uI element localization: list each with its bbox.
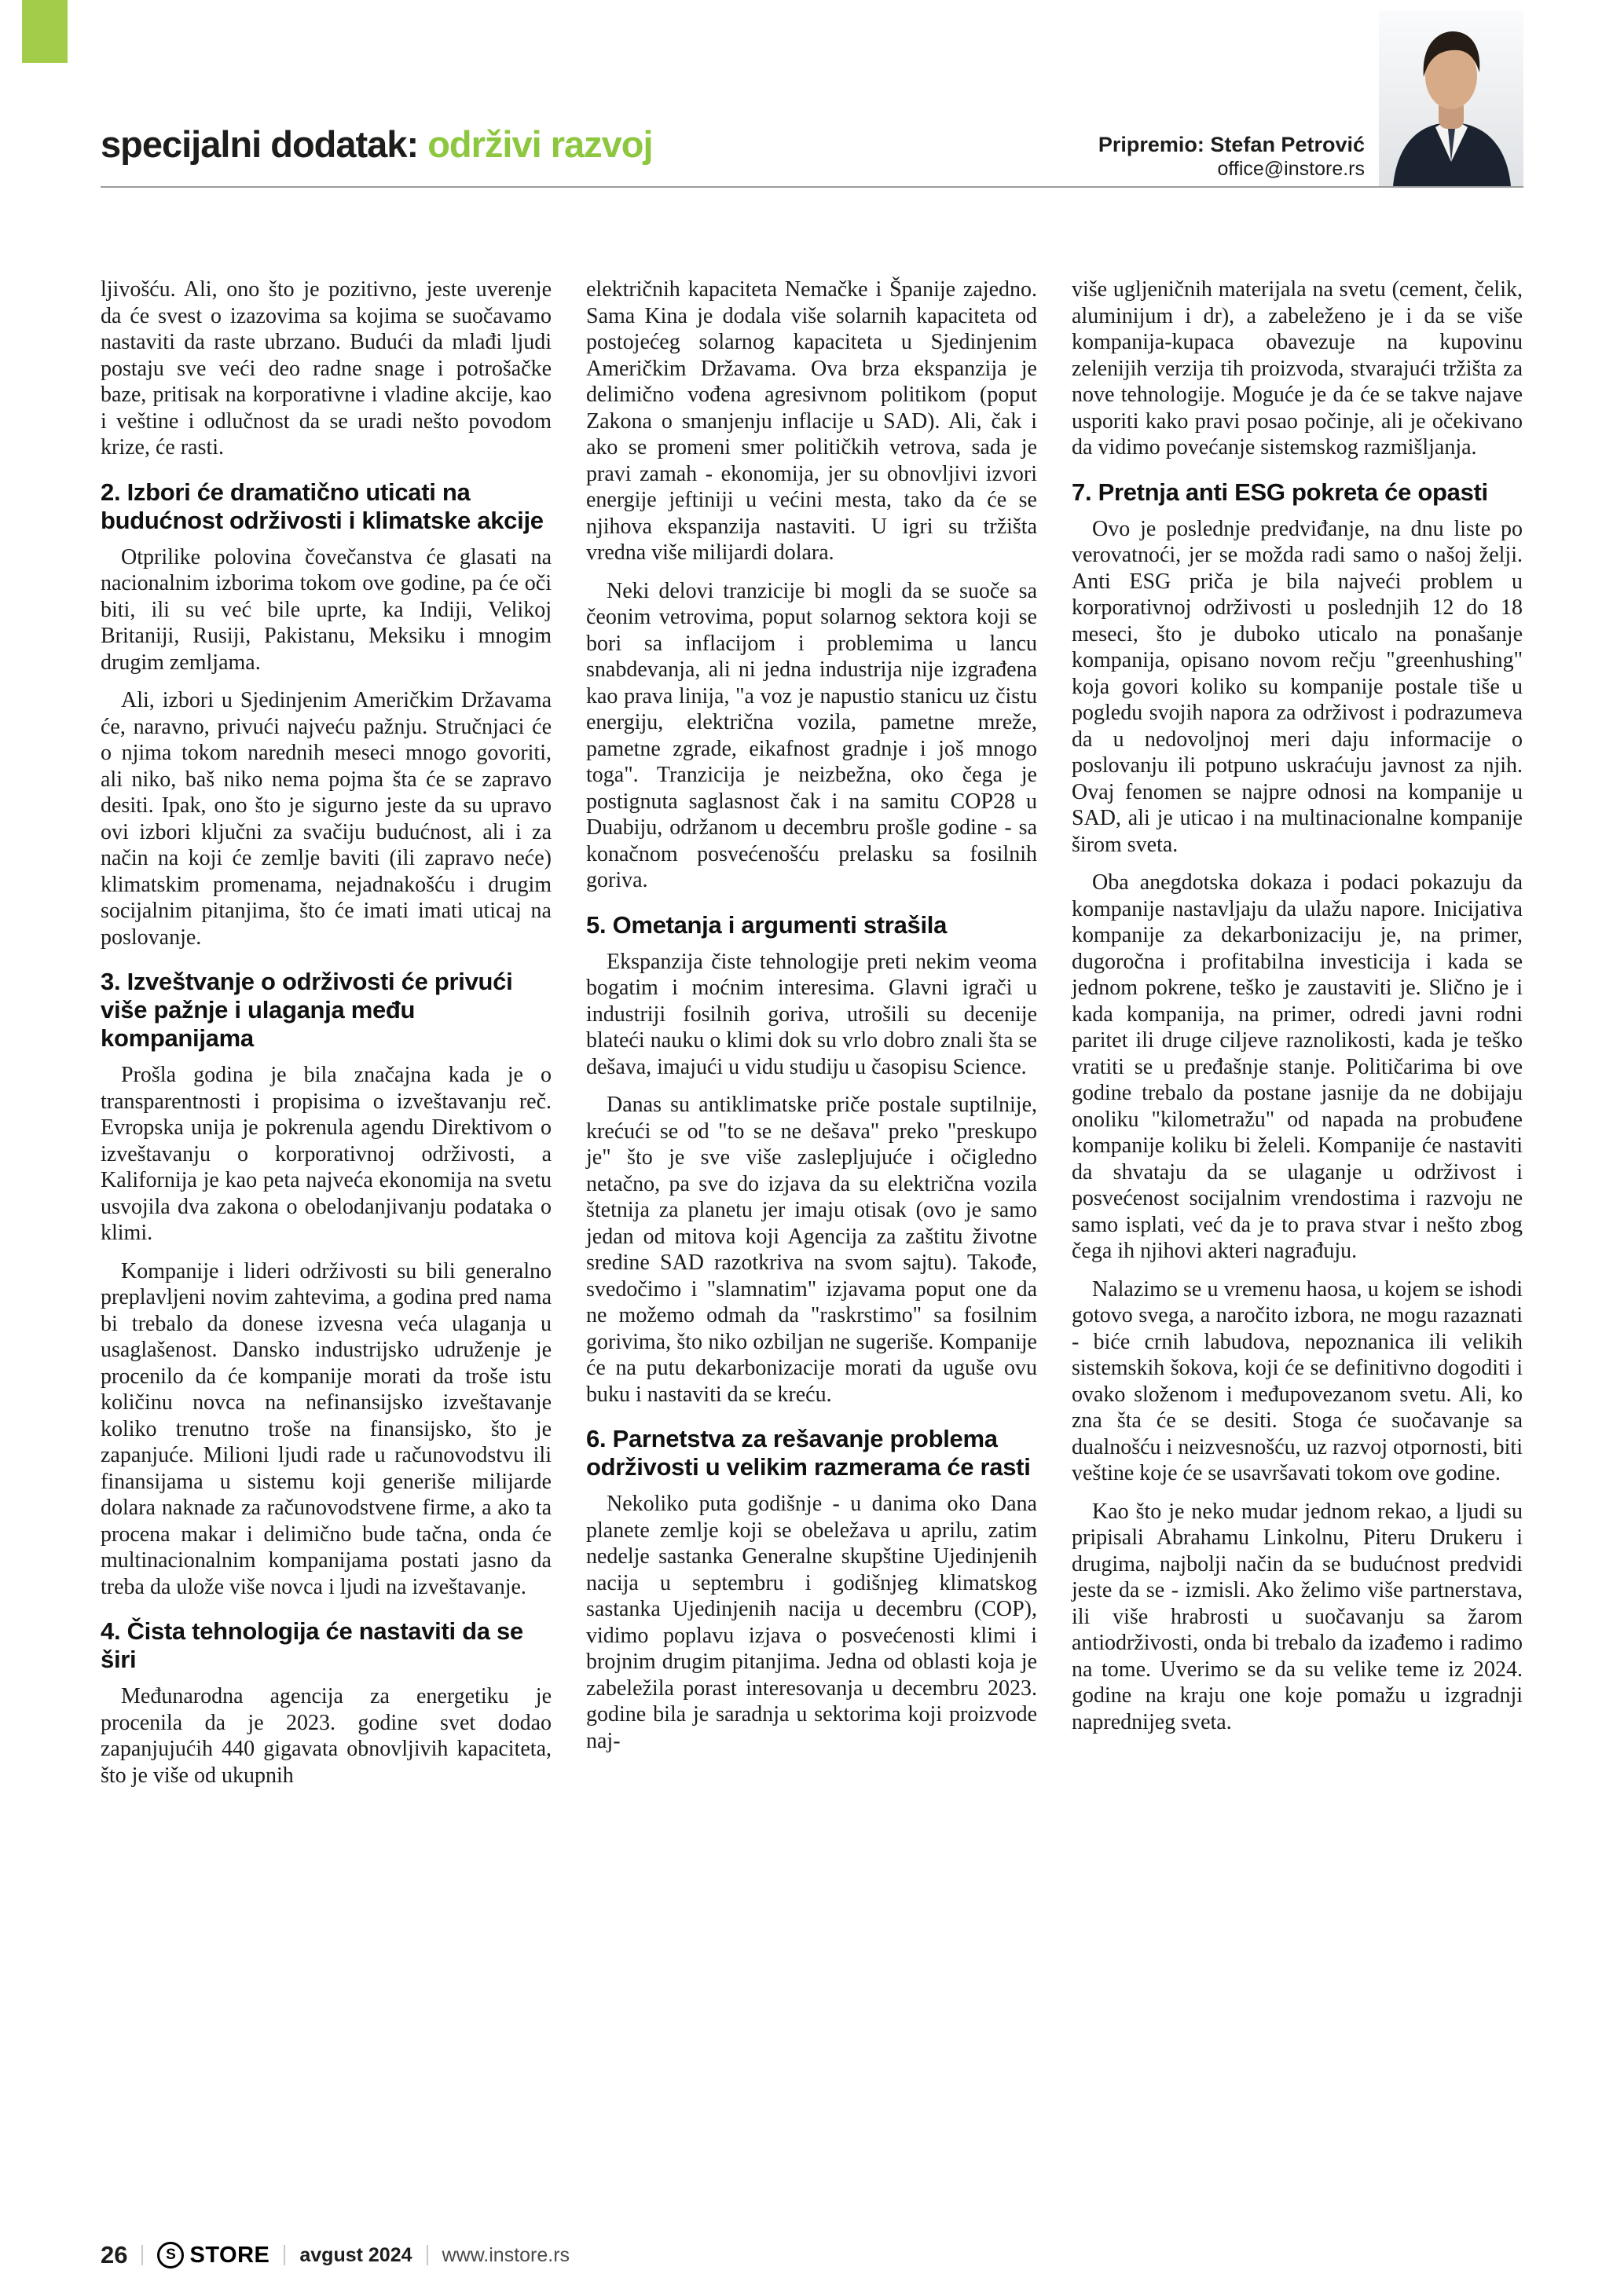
article-paragraph: Kao što je neko mudar jednom rekao, a ljudi su pripisali Abrahamu Linkolnu, Piteru Drukeru i drugima, najbolji način da se budućnost predvidi jeste da se - izmisli. Ako želimo više partnerstava, ili više hrabrosti u suočavanju sa žarom antiodrživosti, onda bi trebalo da izađemo i radimo na tome. Uverimo se da su velike teme iz 2024. godine na kraju one koje pomažu u izgradnji naprednijeg sveta.	[1072, 1499, 1523, 1734]
article-paragraph: Ovo je poslednje predviđanje, na dnu liste po verovatnoći, jer se možda radi samo o našoj želji. Anti ESG priča je bila najveći problem u korporativnoj održivosti u poslednjih 12 do 18 meseci, što je duboko uticalo na ponašanje kompanija, opisano novom rečju "greenhushing" koja govori koliko su kompanije postale tiše u pogledu svojih napora za održivost i podrazumeva da u nedovoljnoj meri daju informacije o poslovanju ili potpuno uskraćuju javnost za njih. Ovaj fenomen se najpre odnosi na kompanije u SAD, ali je uticao i na multinacionalne kompanije širom sveta.	[1072, 516, 1523, 857]
article-paragraph: električnih kapaciteta Nemačke i Španije zajedno. Sama Kina je dodala više solarnih kapaciteta od postojećeg solarnog kapaciteta u Sjedinjenim Američkim Državama. Ova brza ekspanzija je delimično vođena agresivnom politikom (poput Zakona o smanjenju inflacije u SAD). Ali, čak i ako se promeni smer političkih vetrova, sada je pravi zamah - ekonomija, jer su obnovljivi izvori energije jeftiniji u većini mesta, tako da će se njihova ekspanzija nastaviti. U igri su tržišta vredna više milijardi dolara.	[586, 277, 1037, 565]
footer-separator	[427, 2245, 428, 2265]
article-paragraph: Neki delovi tranzicije bi mogli da se suoče sa čeonim vetrovima, poput solarnog sektora koji se bori sa inflacijom i problemima u lancu snabdevanja, ali ni jedna industrija nije izgrađena kao prava linija, "a voz je napustio stanicu uz čistu energiju, električna vozila, pametne mreže, pametne zgrade, eikafnost gradnje i još mnogo toga". Tranzicija je neizbežna, oko čega je postignuta saglasnost čak i na samitu COP28 u Duabiju, održanom u decembru prošle godine - sa konačnom posvećenošću prelasku sa fosilnih goriva.	[586, 578, 1037, 892]
issue-date: avgust 2024	[299, 2243, 412, 2266]
footer-separator	[284, 2245, 285, 2265]
author-portrait-image	[1379, 11, 1523, 186]
article-paragraph: Ali, izbori u Sjedinjenim Američkim Državama će, naravno, privući najveću pažnju. Stručnjaci će o njima tokom narednih meseci mnogo govoriti, ali niko, baš niko nema pojma šta će se zapravo desiti. Ipak, ono što je sigurno jeste da su upravo ovi izbori ključni za svačiju budućnost, ali i za način na koji će zemlje baviti (ili zapravo neće) klimatskim promenama, nejadnakošću i drugim socijalnim pitanjima, što će imati imati uticaj na poslovanje.	[101, 688, 552, 950]
store-logo-icon: S	[157, 2242, 184, 2269]
author-portrait	[1379, 11, 1523, 186]
column-3	[1072, 276, 1523, 1747]
section-heading: 4. Čista tehnologija će nastaviti da se širi	[101, 1617, 523, 1673]
section-heading: 6. Parnetstva za rešavanje problema održivosti u velikim razmerama će rasti	[586, 1425, 1031, 1481]
article-paragraph: ljivošću. Ali, ono što je pozitivno, jeste uverenje da će svest o izazovima sa kojima se suočavamo nastaviti da raste ubrzano. Budući da mlađi ljudi postaju sve veći deo radne snage i potrošačke baze, pritisak na korporativne i vladine akcije, kao i veštine i odlučnost da se uradi nešto povodom krize, će rasti.	[101, 277, 552, 460]
page-title-black: specijalni dodatak:	[101, 123, 419, 165]
article-paragraph: Otprilike polovina čovečanstva će glasati na nacionalnim izborima tokom ove godine, pa će oči biti, ili su već bile uprte, ka Indiji, Velikoj Britaniji, Rusiji, Pakistanu, Meksiku i mnogim drugim zemljama.	[101, 544, 552, 675]
column-2	[586, 276, 1037, 1766]
article-paragraph: Nekoliko puta godišnje - u danima oko Dana planete zemlje koji se obeležava u aprilu, zatim nedelje sastanka Generalne skupštine Ujedinjenih nacija u septembru i godišnjeg klimatskog sastanka Ujedinjenih nacija u decembru (COP), vidimo poplavu izjava o posvećenosti klimi i brojnim drugim pitanjima. Jedna od oblasti koja je zabeležila porast interesovanja u decembru 2023. godine bila je saradnja u sektorima koji proizvode naj-	[586, 1492, 1037, 1753]
page-title-green: održivi razvoj	[427, 123, 653, 165]
article-paragraph: Danas su antiklimatske priče postale suptilnije, krećući se od "to se ne dešava" preko "preskupo je" što je sve više zaslepljujuće i očigledno netačno, pa sve do izjava da su električna vozila štetnija za planetu jer imaju otisak (ovo je samo jedan od mitova koji Agencija za zaštitu životne sredine SAD razotkriva na svom sajtu). Takođe, svedočimo i "slamnatim" izjavama poput one da ne možemo odmah da "raskrstimo" sa fosilnim gorivima, što niko ozbiljan ne sugeriše. Kompanije će na putu dekarbonizacije morati da uguše ovu buku i nastaviti da se kreću.	[586, 1093, 1037, 1407]
article-paragraph: Nalazimo se u vremenu haosa, u kojem se ishodi gotovo svega, a naročito izbora, ne mogu razaznati - biće crnih labudova, nepoznanica ili velikih sistemskih šokova, koji će se definitivno dogoditi i ovako složenom i međupovezanom svetu. Ali, ko zna šta će se desiti. Stoga će suočavanje sa dualnošću i neizvesnošću, uz razvoj otpornosti, biti veštine koje će se usavršavati tokom ove godine.	[1072, 1276, 1523, 1485]
section-heading: 2. Izbori će dramatično uticati na budućnost održivosti i klimatske akcije	[101, 478, 544, 534]
page-footer	[101, 2241, 570, 2269]
article-paragraph: Oba anegdotska dokaza i podaci pokazuju da kompanije nastavljaju da ulažu napore. Inicijativa kompanije za dekarbonizaciju je, na primer, dugoročna i profitabilna investicija i kada se jednom pokrene, teško je zaustaviti je. Slično je i kada kompanija, na primer, odredi javni rodni paritet ili druge ciljeve raznolikosti, kada je teško vratiti se u pređašnje stanje. Političarima bi ove godine trebalo da postane jasnije da ne dobijaju onoliku "kilometražu" od napada na probuđene kompanije koliku bi želeli. Kompanije će nastaviti da shvataju da se ulaganje u održivost i posvećenost socijalnim vrendostima i razvoju ne samo isplati, već da je to prava stvar i nešto zbog čega ih njihovi akteri nagrađuju.	[1072, 870, 1523, 1263]
footer-separator	[141, 2245, 143, 2265]
prepared-by: Pripremio: Stefan Petrović	[1098, 133, 1365, 156]
store-logo	[157, 2242, 269, 2269]
article-paragraph: Ekspanzija čiste tehnologije preti nekim veoma bogatim i moćnim interesima. Glavni igrači u industriji fosilnih goriva, utrošili su decenije blateći nauku o klimi dok su vrlo dobro znali šta se dešava, imajući u vidu studiju u časopisu Science.	[586, 949, 1037, 1079]
store-logo-text: STORE	[189, 2242, 270, 2268]
section-heading: 5. Ometanja i argumenti strašila	[586, 910, 948, 939]
contact-email: office@instore.rs	[1217, 158, 1365, 180]
article-paragraph: Prošla godina je bila značajna kada je o transparentnosti i propisima o izveštavanju reč. Evropska unija je pokrenula agendu Direktivom o izveštavanju o korporativnoj održivosti, a Kalifornija je kao peta najveća ekonomija na svetu usvojila dva zakona o obelodanjivanju podataka o klimi.	[101, 1063, 552, 1245]
header-divider	[101, 186, 1523, 188]
article-paragraph: Kompanije i lideri održivosti su bili generalno preplavljeni novim zahtevima, a godina pred nama bi trebalo da donese izvesna veća ulaganja u usaglašenost. Dansko industrijsko udruženje je procenilo da će kompanije morati da troše istu količinu novca na nefinansijsko izveštavanje koliko trenutno troše na finansijsko, što je zapanjuće. Milioni ljudi rade u računovodstvu ili finansijama u sistemu koji generiše milijarde dolara naknade za računovodstvene firme, a ako ta procena makar i delimično bude tačna, onda će multinacionalnim kompanijama postati jasno da treba da ulože više novca i ljudi na izveštavanje.	[101, 1258, 552, 1599]
page-title	[101, 124, 653, 165]
byline	[1098, 132, 1365, 181]
website-url: www.instore.rs	[442, 2243, 570, 2266]
article-paragraph: više ugljeničnih materijala na svetu (cement, čelik, aluminijum i dr), a zabeleženo je i da se više kompanija-kupaca obavezuje na kupovinu zelenijih verzija tih proizvoda, stvarajući tržišta za nove tehnologije. Moguće je da će se takve najave usporiti kako pravi posao počinje, ali je očekivano da vidimo povećanje sistemskog razmišljanja.	[1072, 277, 1523, 460]
section-heading: 7. Pretnja anti ESG pokreta će opasti	[1072, 478, 1488, 506]
column-1	[101, 276, 552, 1800]
page-number: 26	[101, 2241, 128, 2269]
article-paragraph: Međunarodna agencija za energetiku je procenila da je 2023. godine svet dodao zapanjujućih 440 gigavata obnovljivih kapaciteta, što je više od ukupnih	[101, 1684, 552, 1788]
green-corner-mark	[22, 0, 68, 63]
section-heading: 3. Izveštvanje o održivosti će privući više pažnje i ulaganja među kompanijama	[101, 968, 513, 1052]
article-body	[101, 276, 1523, 1800]
